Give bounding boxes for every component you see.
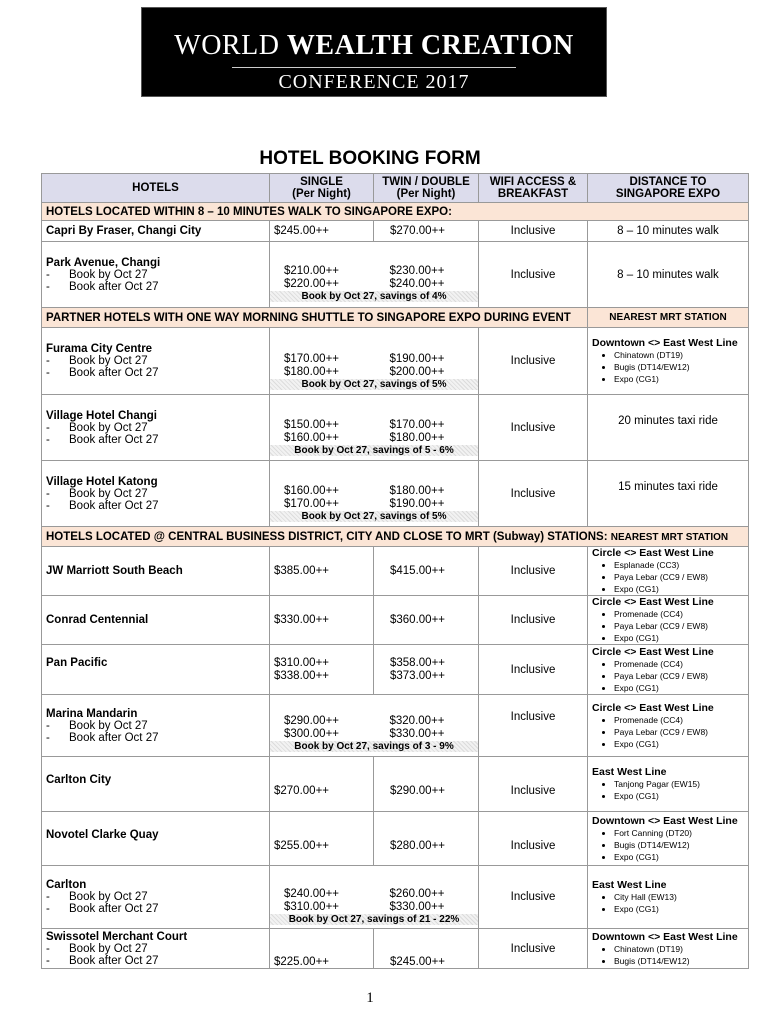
price-cell xyxy=(270,328,479,395)
table-row xyxy=(42,695,749,757)
single-price: $245.00++ xyxy=(270,221,374,242)
twin-prices xyxy=(374,353,479,379)
station-list xyxy=(592,349,744,385)
station-item: • Expo (CG1) xyxy=(614,903,744,915)
mrt-line: Circle <> East West Line xyxy=(592,645,714,658)
twin-price: $260.00++ xyxy=(389,887,445,900)
hotel-name: Conrad Centennial xyxy=(46,614,149,626)
station-item: • Bugis (DT14/EW12) xyxy=(614,955,744,967)
price-cell xyxy=(270,695,479,757)
single-prices xyxy=(270,353,374,379)
single-prices xyxy=(270,888,374,914)
station-list xyxy=(592,891,744,915)
header-wifi: WIFI ACCESS & BREAKFAST xyxy=(479,174,588,203)
hotel-name: JW Marriott South Beach xyxy=(46,565,183,577)
single-price: $310.00++ xyxy=(274,656,330,669)
savings-note: Book by Oct 27, savings of 4% xyxy=(270,291,478,302)
table-row xyxy=(42,242,749,308)
twin-prices xyxy=(374,265,479,291)
mrt-cell xyxy=(588,596,749,645)
hotel-name: Village Hotel Changi xyxy=(46,409,157,422)
single-price: $180.00++ xyxy=(284,365,340,378)
mrt-line: Downtown <> East West Line xyxy=(592,814,738,827)
mrt-cell xyxy=(588,547,749,596)
mrt-cell xyxy=(588,328,749,395)
hotel-name: Capri By Fraser, Changi City xyxy=(46,225,202,237)
station-item: • Paya Lebar (CC9 / EW8) xyxy=(614,571,744,583)
single-price: $300.00++ xyxy=(284,728,340,740)
table-row xyxy=(42,596,749,645)
mrt-cell xyxy=(588,695,749,757)
page-number: 1 xyxy=(366,990,374,1006)
section-title: PARTNER HOTELS WITH ONE WAY MORNING SHUTTLE TO SINGAPORE EXPO DURING EVENT xyxy=(42,308,588,328)
single-price: $338.00++ xyxy=(274,669,330,682)
station-item: • Expo (CG1) xyxy=(614,790,744,802)
station-list xyxy=(592,608,744,644)
book-by-label: - Book by Oct 27 xyxy=(46,421,148,434)
single-prices xyxy=(270,265,374,291)
station-list xyxy=(592,778,744,802)
section-title: HOTELS LOCATED @ CENTRAL BUSINESS DISTRICT, CITY AND CLOSE TO MRT (Subway) STATIONS: NEAREST MRT STATION xyxy=(42,527,749,547)
station-item: • Chinatown (DT19) xyxy=(614,943,744,955)
single-price: $330.00++ xyxy=(270,596,374,645)
hotel-name-cell xyxy=(42,596,270,645)
section-row xyxy=(42,308,749,328)
station-item: • Paya Lebar (CC9 / EW8) xyxy=(614,620,744,632)
twin-price: $230.00++ xyxy=(389,265,445,277)
price-cell xyxy=(270,461,479,527)
wifi-value: Inclusive xyxy=(479,645,588,695)
twin-price: $190.00++ xyxy=(389,498,445,510)
twin-prices xyxy=(374,419,479,445)
single-price: $220.00++ xyxy=(284,278,340,290)
logo-divider xyxy=(232,67,516,68)
station-item: • Promenade (CC4) xyxy=(614,608,744,620)
single-price: $385.00++ xyxy=(270,547,374,596)
table-row xyxy=(42,547,749,596)
hotel-name: Swissotel Merchant Court xyxy=(46,930,188,943)
book-by-label: - Book by Oct 27 xyxy=(46,487,148,500)
hotel-name-cell xyxy=(42,395,270,461)
twin-price: $360.00++ xyxy=(374,596,479,645)
wifi-value: Inclusive xyxy=(479,757,588,812)
twin-price: $373.00++ xyxy=(390,669,446,682)
wifi-value: Inclusive xyxy=(479,221,588,242)
distance-value: 8 – 10 minutes walk xyxy=(588,242,749,308)
station-list xyxy=(592,827,744,863)
wifi-value: Inclusive xyxy=(479,596,588,645)
price-pair xyxy=(270,465,478,511)
mrt-line: Circle <> East West Line xyxy=(592,547,714,559)
station-item: • Bugis (DT14/EW12) xyxy=(614,839,744,851)
twin-price: $358.00++ xyxy=(390,656,446,669)
mrt-line: East West Line xyxy=(592,766,667,778)
book-after-label: - Book after Oct 27 xyxy=(46,280,159,293)
price-pair xyxy=(270,399,478,445)
header-twin: TWIN / DOUBLE (Per Night) xyxy=(374,174,479,203)
station-item: • Paya Lebar (CC9 / EW8) xyxy=(614,670,744,682)
hotel-name: Carlton xyxy=(46,879,87,891)
station-item: • Expo (CG1) xyxy=(614,632,744,644)
twin-price: $240.00++ xyxy=(389,278,445,290)
savings-note: Book by Oct 27, savings of 5% xyxy=(270,379,478,390)
twin-price: $280.00++ xyxy=(374,812,479,866)
twin-price: $290.00++ xyxy=(374,757,479,812)
station-item: • Expo (CG1) xyxy=(614,682,744,694)
station-item: • Fort Canning (DT20) xyxy=(614,827,744,839)
station-list xyxy=(592,714,744,750)
price-pair xyxy=(270,247,478,291)
hotel-name: Furama City Centre xyxy=(46,343,153,355)
header-hotels: HOTELS xyxy=(42,174,270,203)
twin-price: $180.00++ xyxy=(389,432,445,444)
book-after-label: - Book after Oct 27 xyxy=(46,433,159,446)
hotel-name-cell xyxy=(42,221,270,242)
wifi-value: Inclusive xyxy=(479,461,588,527)
hotel-name-cell xyxy=(42,461,270,527)
twin-price: $330.00++ xyxy=(389,728,445,740)
section-title: HOTELS LOCATED WITHIN 8 – 10 MINUTES WALK TO SINGAPORE EXPO: xyxy=(42,203,749,221)
twin-price: $320.00++ xyxy=(389,715,445,727)
twin-price: $415.00++ xyxy=(374,547,479,596)
wifi-value: Inclusive xyxy=(479,242,588,308)
single-price: $160.00++ xyxy=(284,485,340,497)
single-price-cell xyxy=(270,645,374,695)
price-cell xyxy=(270,242,479,308)
mrt-cell xyxy=(588,929,749,969)
distance-value: 8 – 10 minutes walk xyxy=(588,221,749,242)
book-after-label: - Book after Oct 27 xyxy=(46,499,159,512)
station-item: • Expo (CG1) xyxy=(614,738,744,750)
savings-note: Book by Oct 27, savings of 5% xyxy=(270,511,478,522)
twin-price-cell xyxy=(374,645,479,695)
twin-prices xyxy=(374,715,479,741)
wifi-value: Inclusive xyxy=(479,929,588,969)
distance-value: 15 minutes taxi ride xyxy=(588,461,749,527)
single-prices xyxy=(270,485,374,511)
mrt-cell xyxy=(588,645,749,695)
single-prices xyxy=(270,419,374,445)
single-price: $210.00++ xyxy=(284,265,340,277)
single-price: $240.00++ xyxy=(284,887,340,900)
hotel-name: Marina Mandarin xyxy=(46,707,138,720)
twin-prices xyxy=(374,485,479,511)
wifi-value: Inclusive xyxy=(479,695,588,757)
single-prices xyxy=(270,715,374,741)
conference-logo xyxy=(141,7,607,97)
station-item: • City Hall (EW13) xyxy=(614,891,744,903)
station-item: • Esplanade (CC3) xyxy=(614,559,744,571)
book-after-label: - Book after Oct 27 xyxy=(46,367,159,379)
hotel-name: Carlton City xyxy=(46,774,112,786)
book-after-label: - Book after Oct 27 xyxy=(46,731,159,744)
book-after-label: - Book after Oct 27 xyxy=(46,903,159,915)
page-title: HOTEL BOOKING FORM xyxy=(259,148,481,169)
logo-line-2: CONFERENCE 2017 xyxy=(278,71,470,93)
hotel-name: Novotel Clarke Quay xyxy=(46,829,159,841)
hotel-table xyxy=(41,173,749,969)
twin-price: $190.00++ xyxy=(389,352,445,365)
single-price: $225.00++ xyxy=(270,929,374,969)
hotel-name: Village Hotel Katong xyxy=(46,475,158,488)
wifi-value: Inclusive xyxy=(479,866,588,929)
hotel-name-cell xyxy=(42,757,270,812)
single-price: $150.00++ xyxy=(284,419,340,431)
savings-note: Book by Oct 27, savings of 21 - 22% xyxy=(270,914,478,925)
twin-price: $245.00++ xyxy=(374,929,479,969)
hotel-name-cell xyxy=(42,328,270,395)
distance-value: 20 minutes taxi ride xyxy=(588,395,749,461)
header-single: SINGLE (Per Night) xyxy=(270,174,374,203)
table-row xyxy=(42,757,749,812)
hotel-name-cell xyxy=(42,547,270,596)
wifi-value: Inclusive xyxy=(479,395,588,461)
book-by-label: - Book by Oct 27 xyxy=(46,268,148,281)
savings-note: Book by Oct 27, savings of 5 - 6% xyxy=(270,445,478,456)
mrt-line: Downtown <> East West Line xyxy=(592,930,738,943)
table-row xyxy=(42,328,749,395)
wifi-value: Inclusive xyxy=(479,812,588,866)
station-item: • Expo (CG1) xyxy=(614,851,744,863)
station-list xyxy=(592,559,744,595)
price-pair xyxy=(270,699,478,741)
table-row xyxy=(42,645,749,695)
price-pair xyxy=(270,333,478,379)
hotel-name-cell xyxy=(42,812,270,866)
book-after-label: - Book after Oct 27 xyxy=(46,954,159,967)
section-column-title: NEAREST MRT STATION xyxy=(588,308,749,328)
station-item: • Expo (CG1) xyxy=(614,373,744,385)
book-by-label: - Book by Oct 27 xyxy=(46,719,148,732)
book-by-label: - Book by Oct 27 xyxy=(46,891,148,903)
mrt-cell xyxy=(588,812,749,866)
hotel-name-cell xyxy=(42,695,270,757)
station-list xyxy=(592,658,744,694)
mrt-cell xyxy=(588,757,749,812)
single-price: $160.00++ xyxy=(284,432,340,444)
hotel-name-cell xyxy=(42,242,270,308)
hotel-name-cell xyxy=(42,645,270,695)
price-pair xyxy=(270,870,478,914)
mrt-line: East West Line xyxy=(592,879,667,891)
hotel-name-cell xyxy=(42,866,270,929)
twin-price: $200.00++ xyxy=(389,365,445,378)
station-item: • Promenade (CC4) xyxy=(614,714,744,726)
savings-note: Book by Oct 27, savings of 3 - 9% xyxy=(270,741,478,752)
station-item: • Paya Lebar (CC9 / EW8) xyxy=(614,726,744,738)
twin-price: $270.00++ xyxy=(374,221,479,242)
mrt-line: Circle <> East West Line xyxy=(592,596,714,608)
table-row xyxy=(42,929,749,969)
section-column-title: NEAREST MRT STATION xyxy=(610,531,729,543)
single-price: $290.00++ xyxy=(284,715,340,727)
book-by-label: - Book by Oct 27 xyxy=(46,942,148,955)
section-row xyxy=(42,527,749,547)
table-row xyxy=(42,221,749,242)
station-list xyxy=(592,943,744,967)
station-item: • Promenade (CC4) xyxy=(614,658,744,670)
wifi-value: Inclusive xyxy=(479,328,588,395)
twin-price: $180.00++ xyxy=(389,485,445,497)
twin-price: $330.00++ xyxy=(389,900,445,913)
header-distance: DISTANCE TO SINGAPORE EXPO xyxy=(588,174,749,203)
single-price: $170.00++ xyxy=(284,352,340,365)
single-price: $310.00++ xyxy=(284,900,340,913)
hotel-name-cell xyxy=(42,929,270,969)
price-cell xyxy=(270,866,479,929)
header-row xyxy=(42,174,749,203)
twin-price: $170.00++ xyxy=(389,419,445,431)
twin-prices xyxy=(374,888,479,914)
single-price: $270.00++ xyxy=(270,757,374,812)
mrt-line: Downtown <> East West Line xyxy=(592,337,738,349)
mrt-cell xyxy=(588,866,749,929)
station-item: • Expo (CG1) xyxy=(614,583,744,595)
section-row xyxy=(42,203,749,221)
price-cell xyxy=(270,395,479,461)
station-item: • Tanjong Pagar (EW15) xyxy=(614,778,744,790)
single-price: $255.00++ xyxy=(270,812,374,866)
hotel-name: Park Avenue, Changi xyxy=(46,256,161,269)
station-item: • Chinatown (DT19) xyxy=(614,349,744,361)
mrt-line: Circle <> East West Line xyxy=(592,701,714,714)
wifi-value: Inclusive xyxy=(479,547,588,596)
single-price: $170.00++ xyxy=(284,498,340,510)
table-row xyxy=(42,461,749,527)
hotel-name: Pan Pacific xyxy=(46,657,108,669)
station-item: • Bugis (DT14/EW12) xyxy=(614,361,744,373)
book-by-label: - Book by Oct 27 xyxy=(46,355,148,367)
table-row xyxy=(42,812,749,866)
logo-line-1: WORLD WEALTH CREATION xyxy=(174,30,574,61)
table-row xyxy=(42,395,749,461)
table-row xyxy=(42,866,749,929)
